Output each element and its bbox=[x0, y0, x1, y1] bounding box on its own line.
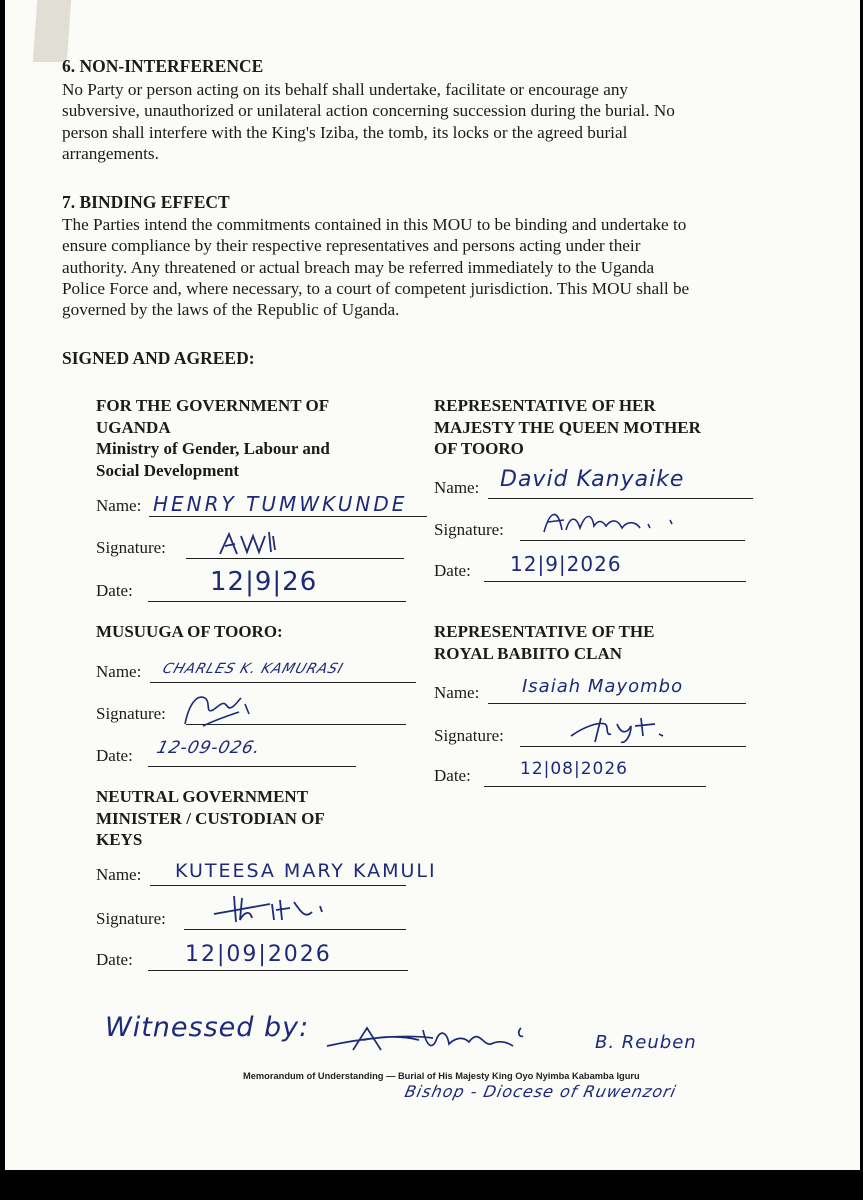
name-label: Name: bbox=[434, 683, 480, 702]
babiito-handwritten-name: Isaiah Mayombo bbox=[522, 676, 684, 697]
neutral-handwritten-date: 12|09|2026 bbox=[185, 942, 332, 967]
document-footer: Memorandum of Understanding — Burial of His Majesty King Oyo Nyimba Kabamba Iguru bbox=[243, 1071, 640, 1081]
signature-line bbox=[520, 540, 745, 541]
musuuga-handwritten-name: CHARLES K. KAMURASI bbox=[160, 661, 346, 677]
signature-label: Signature: bbox=[96, 704, 166, 723]
section-7-body bbox=[62, 214, 800, 320]
musuuga-handwritten-date: 12-09-026. bbox=[154, 738, 263, 758]
name-line bbox=[149, 516, 427, 517]
date-line bbox=[148, 766, 356, 767]
heading-line: UGANDA bbox=[96, 417, 171, 437]
musuuga-signature-mark bbox=[175, 684, 285, 736]
text-line: The Parties intend the commitments contained in this MOU to be binding and undertake to bbox=[62, 215, 687, 234]
date-label: Date: bbox=[96, 746, 133, 765]
heading-line: Social Development bbox=[96, 460, 240, 480]
witnessed-by-handwritten: Witnessed by: bbox=[105, 1012, 310, 1043]
signature-line bbox=[184, 929, 406, 930]
queen-mother-block-heading bbox=[434, 395, 701, 460]
heading-line: ROYAL BABIITO CLAN bbox=[434, 643, 623, 663]
heading-line: REPRESENTATIVE OF THE bbox=[434, 622, 655, 641]
government-block-heading bbox=[96, 395, 330, 481]
government-signature-mark bbox=[215, 528, 285, 560]
text-line: subversive, unauthorized or unilateral action concerning succession during the burial. No bbox=[62, 101, 675, 121]
text-line: ensure compliance by their respective representatives and persons acting under their bbox=[62, 236, 641, 256]
queen-mother-handwritten-date: 12|9|2026 bbox=[510, 552, 622, 576]
name-line bbox=[488, 498, 753, 499]
folded-corner-tab bbox=[33, 0, 71, 62]
name-line bbox=[488, 703, 746, 704]
name-line bbox=[150, 885, 406, 886]
text-line: No Party or person acting on its behalf shall undertake, facilitate or encourage any bbox=[62, 80, 629, 99]
text-line: governed by the laws of the Republic of Uganda. bbox=[62, 300, 400, 320]
heading-line: KEYS bbox=[96, 830, 143, 849]
text-line: authority. Any threatened or actual breach may be referred immediately to the Uganda bbox=[62, 257, 655, 277]
babiito-signature-mark bbox=[565, 712, 715, 748]
section-7-heading: 7. BINDING EFFECT bbox=[62, 192, 230, 212]
neutral-minister-block-heading bbox=[96, 786, 325, 851]
document-page bbox=[5, 0, 860, 1170]
date-label: Date: bbox=[96, 950, 133, 969]
name-label: Name: bbox=[96, 865, 142, 884]
government-handwritten-name: HENRY TUMWKUNDE bbox=[153, 492, 408, 516]
text-line: Police Force and, where necessary, to a court of competent jurisdiction. This MOU shall be bbox=[62, 278, 690, 298]
queen-mother-signature-mark bbox=[540, 506, 700, 538]
signed-and-agreed-heading: SIGNED AND AGREED: bbox=[62, 348, 255, 368]
section-6-heading: 6. NON-INTERFERENCE bbox=[62, 56, 264, 76]
queen-mother-handwritten-name: David Kanyaike bbox=[500, 467, 685, 492]
date-line bbox=[148, 970, 408, 971]
heading-line: REPRESENTATIVE OF HER bbox=[434, 396, 656, 415]
date-line bbox=[148, 601, 406, 602]
text-line: person shall interfere with the King's Iziba, the tomb, its locks or the agreed burial bbox=[62, 122, 628, 142]
witness-handwritten-title: Bishop - Diocese of Ruwenzori bbox=[402, 1082, 679, 1101]
neutral-handwritten-name: KUTEESA MARY KAMULI bbox=[175, 860, 437, 882]
text-line: arrangements. bbox=[62, 143, 159, 163]
name-label: Name: bbox=[434, 478, 480, 497]
name-label: Name: bbox=[96, 662, 142, 681]
signature-label: Signature: bbox=[96, 909, 166, 928]
name-line bbox=[150, 682, 416, 683]
date-line bbox=[484, 786, 706, 787]
signature-label: Signature: bbox=[434, 726, 504, 745]
name-label: Name: bbox=[96, 496, 142, 515]
witness-signature-mark bbox=[323, 1020, 573, 1060]
section-6-body bbox=[62, 79, 800, 164]
heading-line: MUSUUGA OF TOORO: bbox=[96, 622, 283, 641]
heading-line: NEUTRAL GOVERNMENT bbox=[96, 787, 309, 806]
date-label: Date: bbox=[434, 766, 471, 785]
date-label: Date: bbox=[434, 561, 471, 580]
government-handwritten-date: 12|9|26 bbox=[210, 567, 318, 597]
witness-handwritten-name: B. Reuben bbox=[595, 1032, 697, 1053]
musuuga-block-heading bbox=[96, 621, 283, 643]
signature-label: Signature: bbox=[434, 520, 504, 539]
babiito-block-heading bbox=[434, 621, 654, 664]
date-line bbox=[484, 581, 746, 582]
heading-line: OF TOORO bbox=[434, 439, 524, 458]
neutral-signature-mark bbox=[210, 892, 350, 928]
heading-line: MAJESTY THE QUEEN MOTHER bbox=[434, 417, 701, 437]
heading-line: Ministry of Gender, Labour and bbox=[96, 439, 330, 458]
babiito-handwritten-date: 12|08|2026 bbox=[520, 759, 628, 779]
signature-label: Signature: bbox=[96, 538, 166, 557]
heading-line: MINISTER / CUSTODIAN OF bbox=[96, 808, 325, 828]
date-label: Date: bbox=[96, 581, 133, 600]
heading-line: FOR THE GOVERNMENT OF bbox=[96, 396, 330, 415]
